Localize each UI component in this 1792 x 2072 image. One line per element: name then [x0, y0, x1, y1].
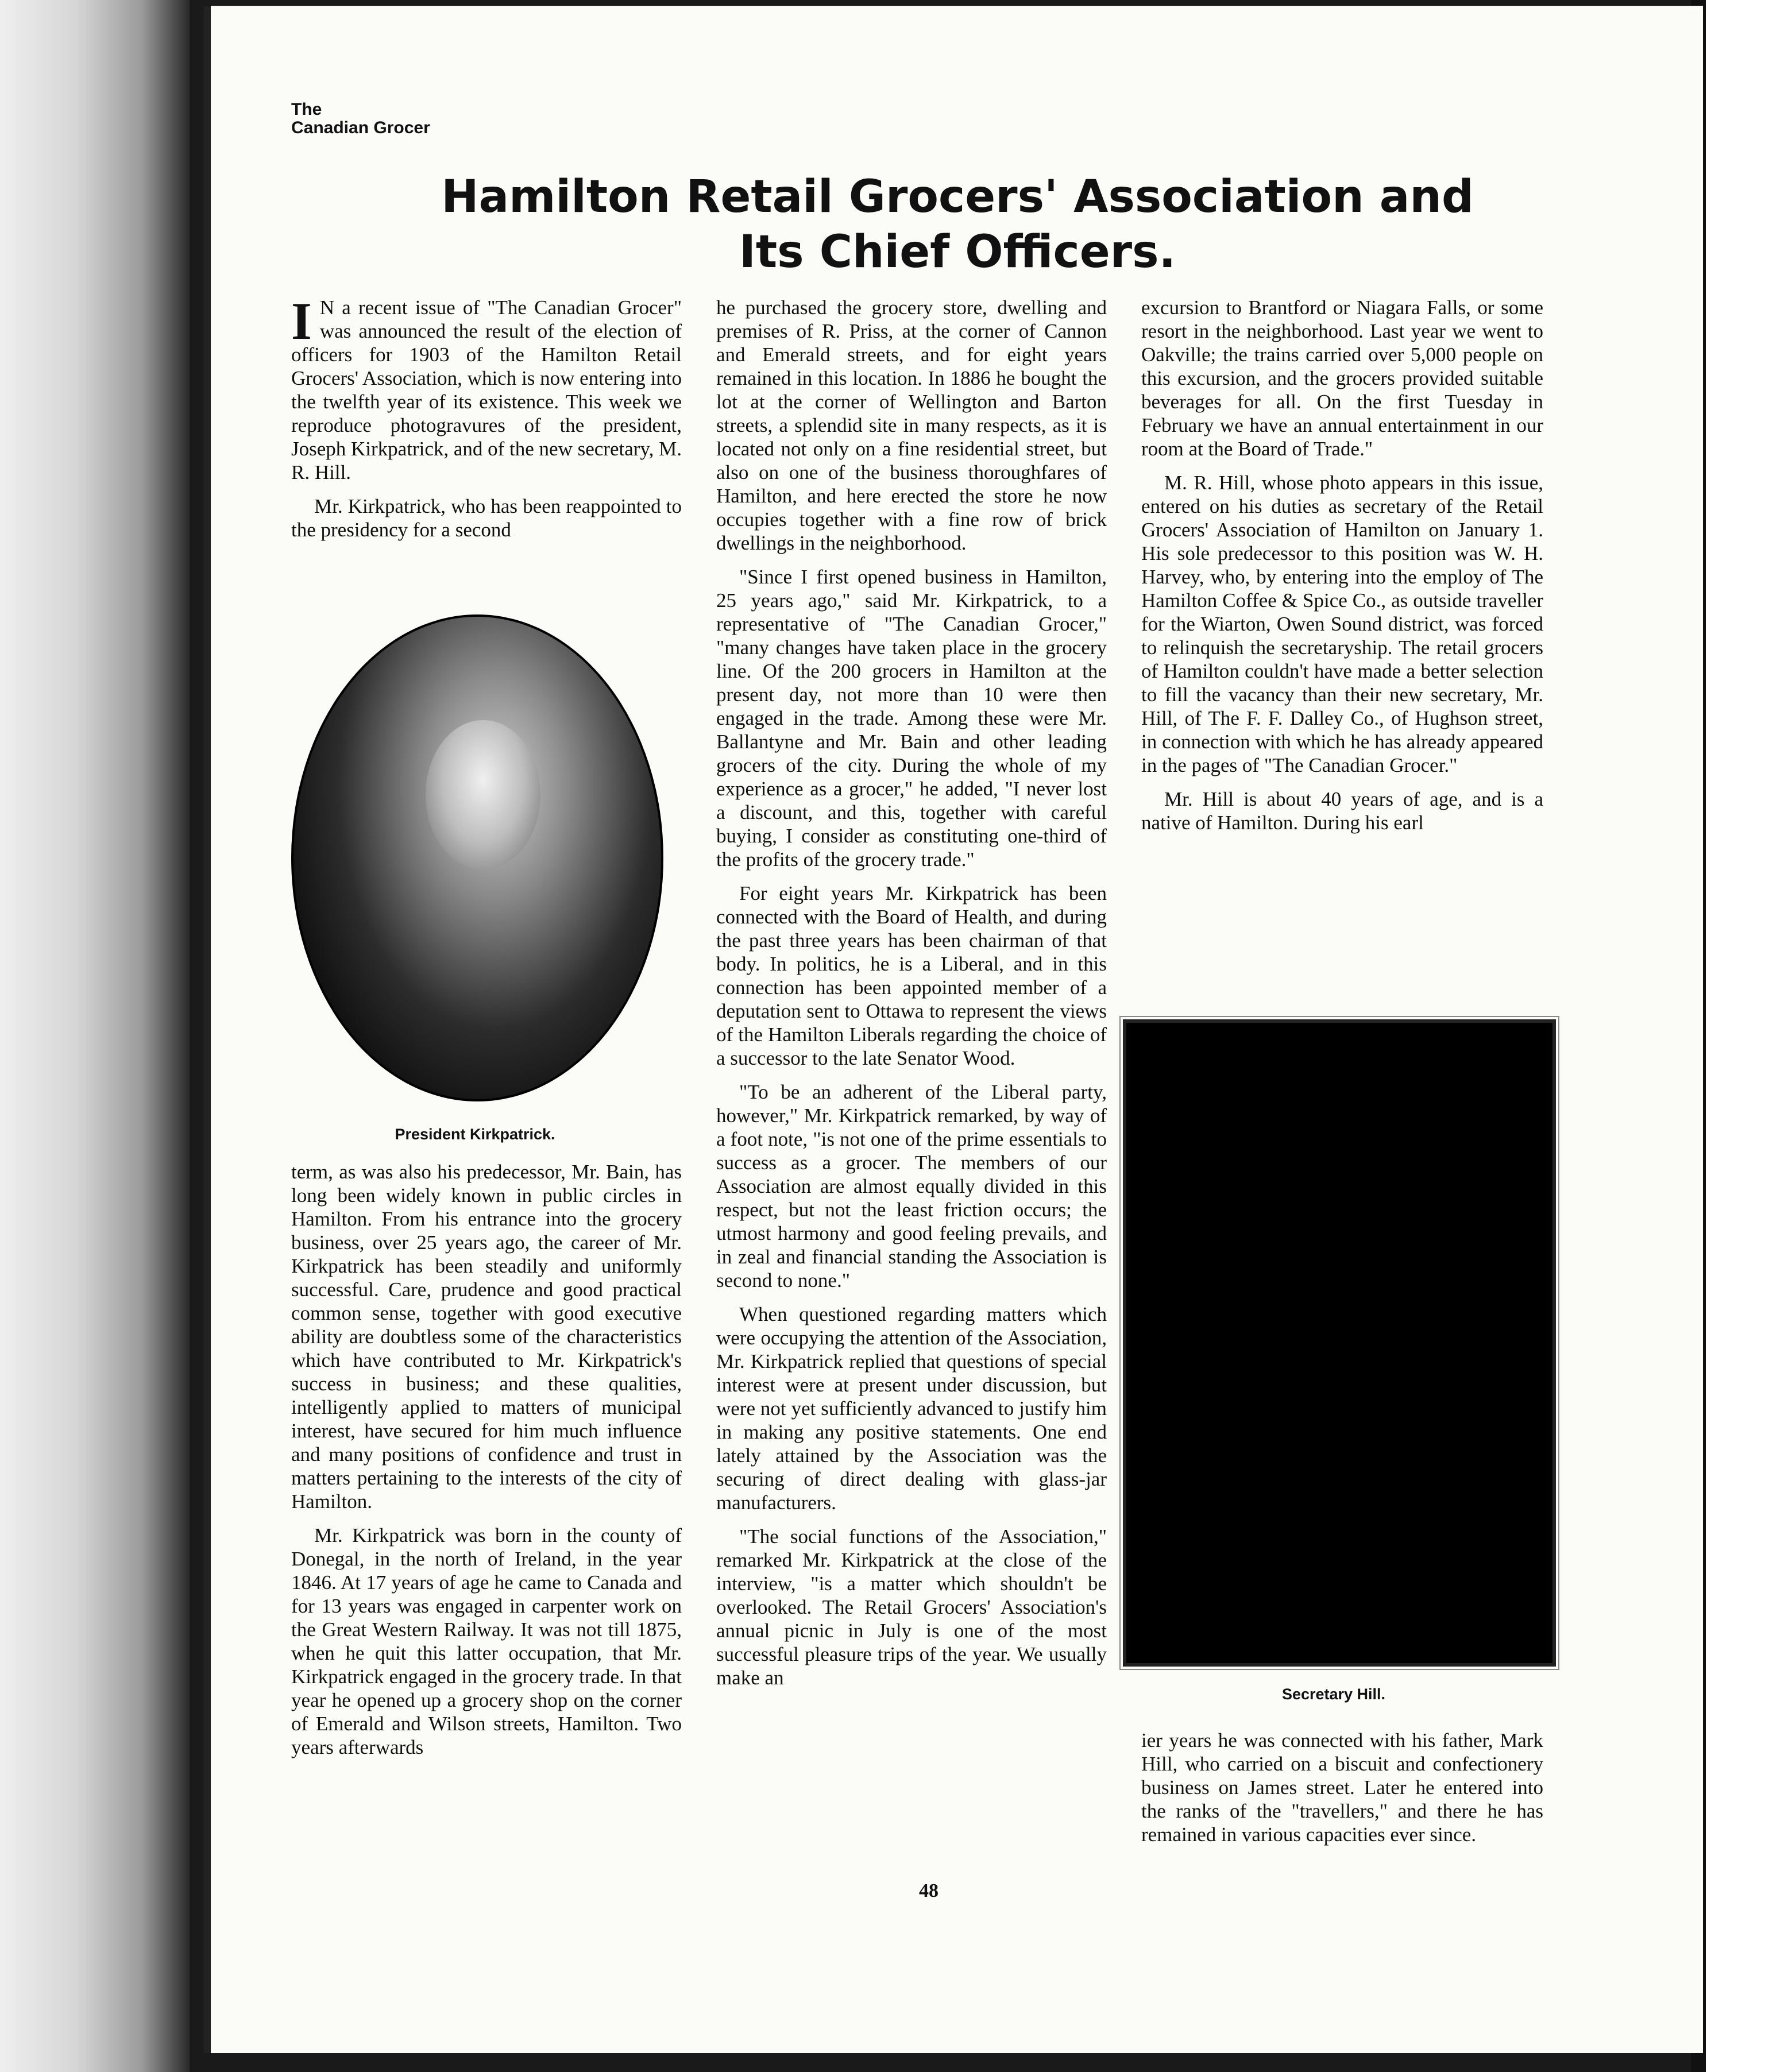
- secretary-portrait-photo: [1123, 1019, 1556, 1667]
- paragraph: When questioned regarding matters which were occupying the attention of the Association, Mr. Kirkpatrick replied that questions of special interest were at present under discussion, but were not yet sufficiently advanced to justify him in making any positive statements. One end lately attained by the Association was the securing of direct dealing with glass-jar manufacturers.: [716, 1303, 1107, 1514]
- secretary-caption: Secretary Hill.: [1281, 1686, 1386, 1703]
- column-1-bottom: [291, 1160, 682, 1769]
- column-2: [716, 296, 1107, 1700]
- column-3-bottom: [1141, 1729, 1543, 1857]
- president-caption: President Kirkpatrick.: [395, 1126, 555, 1143]
- running-head: [291, 100, 430, 137]
- page-number: 48: [919, 1880, 939, 1901]
- headline-line-2: Its Chief Officers.: [739, 226, 1176, 278]
- paragraph: "Since I first opened business in Hamilton, 25 years ago," said Mr. Kirkpatrick, to a representative of "The Canadian Grocer," "many changes have taken place in the grocery line. Of the 200 grocers in Hamilton at the present day, not more than 10 were then engaged in the trade. Among these were Mr. Ballantyne and Mr. Bain and other leading grocers of the city. During the whole of my experience as a grocer," he added, "I never lost a discount, and this, together with careful buying, I consider as constituting one-third of the profits of the grocery trade.": [716, 566, 1107, 871]
- column-3-top: [1141, 296, 1543, 845]
- paragraph: excursion to Brantford or Niagara Falls, or some resort in the neighborhood. Last year we went to Oakville; the trains carried over 5,000 people on this excursion, and the grocers provided suitable beverages for all. On the first Tuesday in February we have an annual entertainment in our room at the Board of Trade.": [1141, 296, 1543, 460]
- publication-line-2: Canadian Grocer: [291, 118, 430, 137]
- portrait-face: [426, 720, 540, 869]
- paragraph: For eight years Mr. Kirkpatrick has been connected with the Board of Health, and during the past three years has been chairman of that body. In politics, he is a Liberal, and in this connection has been appointed member of a deputation sent to Ottawa to represent the views of the Hamilton Liberals regarding the choice of a successor to the late Senator Wood.: [716, 882, 1107, 1069]
- paragraph: Mr. Kirkpatrick was born in the county of Donegal, in the north of Ireland, in the year 1846. At 17 years of age he came to Canada and for 13 years was engaged in carpenter work on the Great Western Railway. It was not till 1875, when he quit this latter occupation, that Mr. Kirkpatrick engaged in the grocery trade. In that year he opened up a grocery shop on the corner of Emerald and Wilson streets, Hamilton. Two years afterwards: [291, 1524, 682, 1758]
- paragraph: he purchased the grocery store, dwelling and premises of R. Priss, at the corner of Cannon and Emerald streets, and for eight years remained in this location. In 1886 he bought the lot at the corner of Wellington and Barton streets, a splendid site in many respects, as it is located not only on a fine residential street, but also on one of the business thoroughfares of Hamilton, and here erected the store he now occupies together with a fine row of brick dwellings in the neighborhood.: [716, 296, 1107, 554]
- paragraph: [291, 292, 682, 484]
- paragraph: Mr. Hill is about 40 years of age, and is a native of Hamilton. During his earl: [1141, 788, 1543, 834]
- paragraph: "To be an adherent of the Liberal party, however," Mr. Kirkpatrick remarked, by way of a foot note, "is not one of the prime essentials to success as a grocer. The members of our Association are almost equally divided in this respect, but not the least friction occurs; the utmost harmony and good feeling prevails, and in zeal and financial standing the Association is second to none.": [716, 1081, 1107, 1292]
- magazine-page: [204, 6, 1703, 2053]
- publication-line-1: The: [291, 100, 322, 119]
- paragraph: ier years he was connected with his father, Mark Hill, who carried on a biscuit and confectionery business on James street. Later he entered into the ranks of the "travellers," and there he has remained in various capacities ever since.: [1141, 1729, 1543, 1846]
- drop-cap: I: [291, 292, 312, 350]
- paragraph: term, as was also his predecessor, Mr. Bain, has long been widely known in public circles in Hamilton. From his entrance into the grocery business, over 25 years ago, the career of Mr. Kirkpatrick has been steadily and uniformly successful. Care, prudence and good practical common sense, together with good executive ability are doubtless some of the characteristics which have contributed to Mr. Kirkpatrick's success in business; and these qualities, intelligently applied to matters of municipal interest, have secured for him much influence and many positions of confidence and trust in matters pertaining to the interests of the city of Hamilton.: [291, 1161, 682, 1513]
- headline-line-1: Hamilton Retail Grocers' Association and: [441, 171, 1474, 223]
- paragraph-text: N a recent issue of "The Canadian Grocer" was announced the result of the election of officers for 1903 of the Hamilton Retail Grocers' Association, which is now entering into the twelfth year of its existence. This week we reproduce photogravures of the president, Joseph Kirkpatrick, and of the new secretary, M. R. Hill.: [291, 296, 682, 484]
- paragraph: M. R. Hill, whose photo appears in this issue, entered on his duties as secretary of the Retail Grocers' Association of Hamilton on January 1. His sole predecessor to this position was W. H. Harvey, who, by entering into the employ of The Hamilton Coffee & Spice Co., as outside traveller for the Wiarton, Owen Sound district, was forced to relinquish the secretaryship. The retail grocers of Hamilton couldn't have made a better selection to fill the vacancy than their new secretary, Mr. Hill, of The F. F. Dalley Co., of Hughson street, in connection with which he has already appeared in the pages of "The Canadian Grocer.": [1141, 471, 1543, 776]
- scan-book-edge-right: [1691, 0, 1792, 2072]
- scan-book-edge-left: [0, 0, 190, 2072]
- president-portrait-photo: [291, 614, 663, 1101]
- article-headline: [314, 169, 1601, 280]
- paragraph: Mr. Kirkpatrick, who has been reappointed to the presidency for a second: [291, 495, 682, 541]
- column-1-top: [291, 292, 682, 552]
- paragraph: "The social functions of the Association," remarked Mr. Kirkpatrick at the close of the interview, "is a matter which shouldn't be overlooked. The Retail Grocers' Association's annual picnic in July is one of the most successful pleasure trips of the year. We usually make an: [716, 1525, 1107, 1689]
